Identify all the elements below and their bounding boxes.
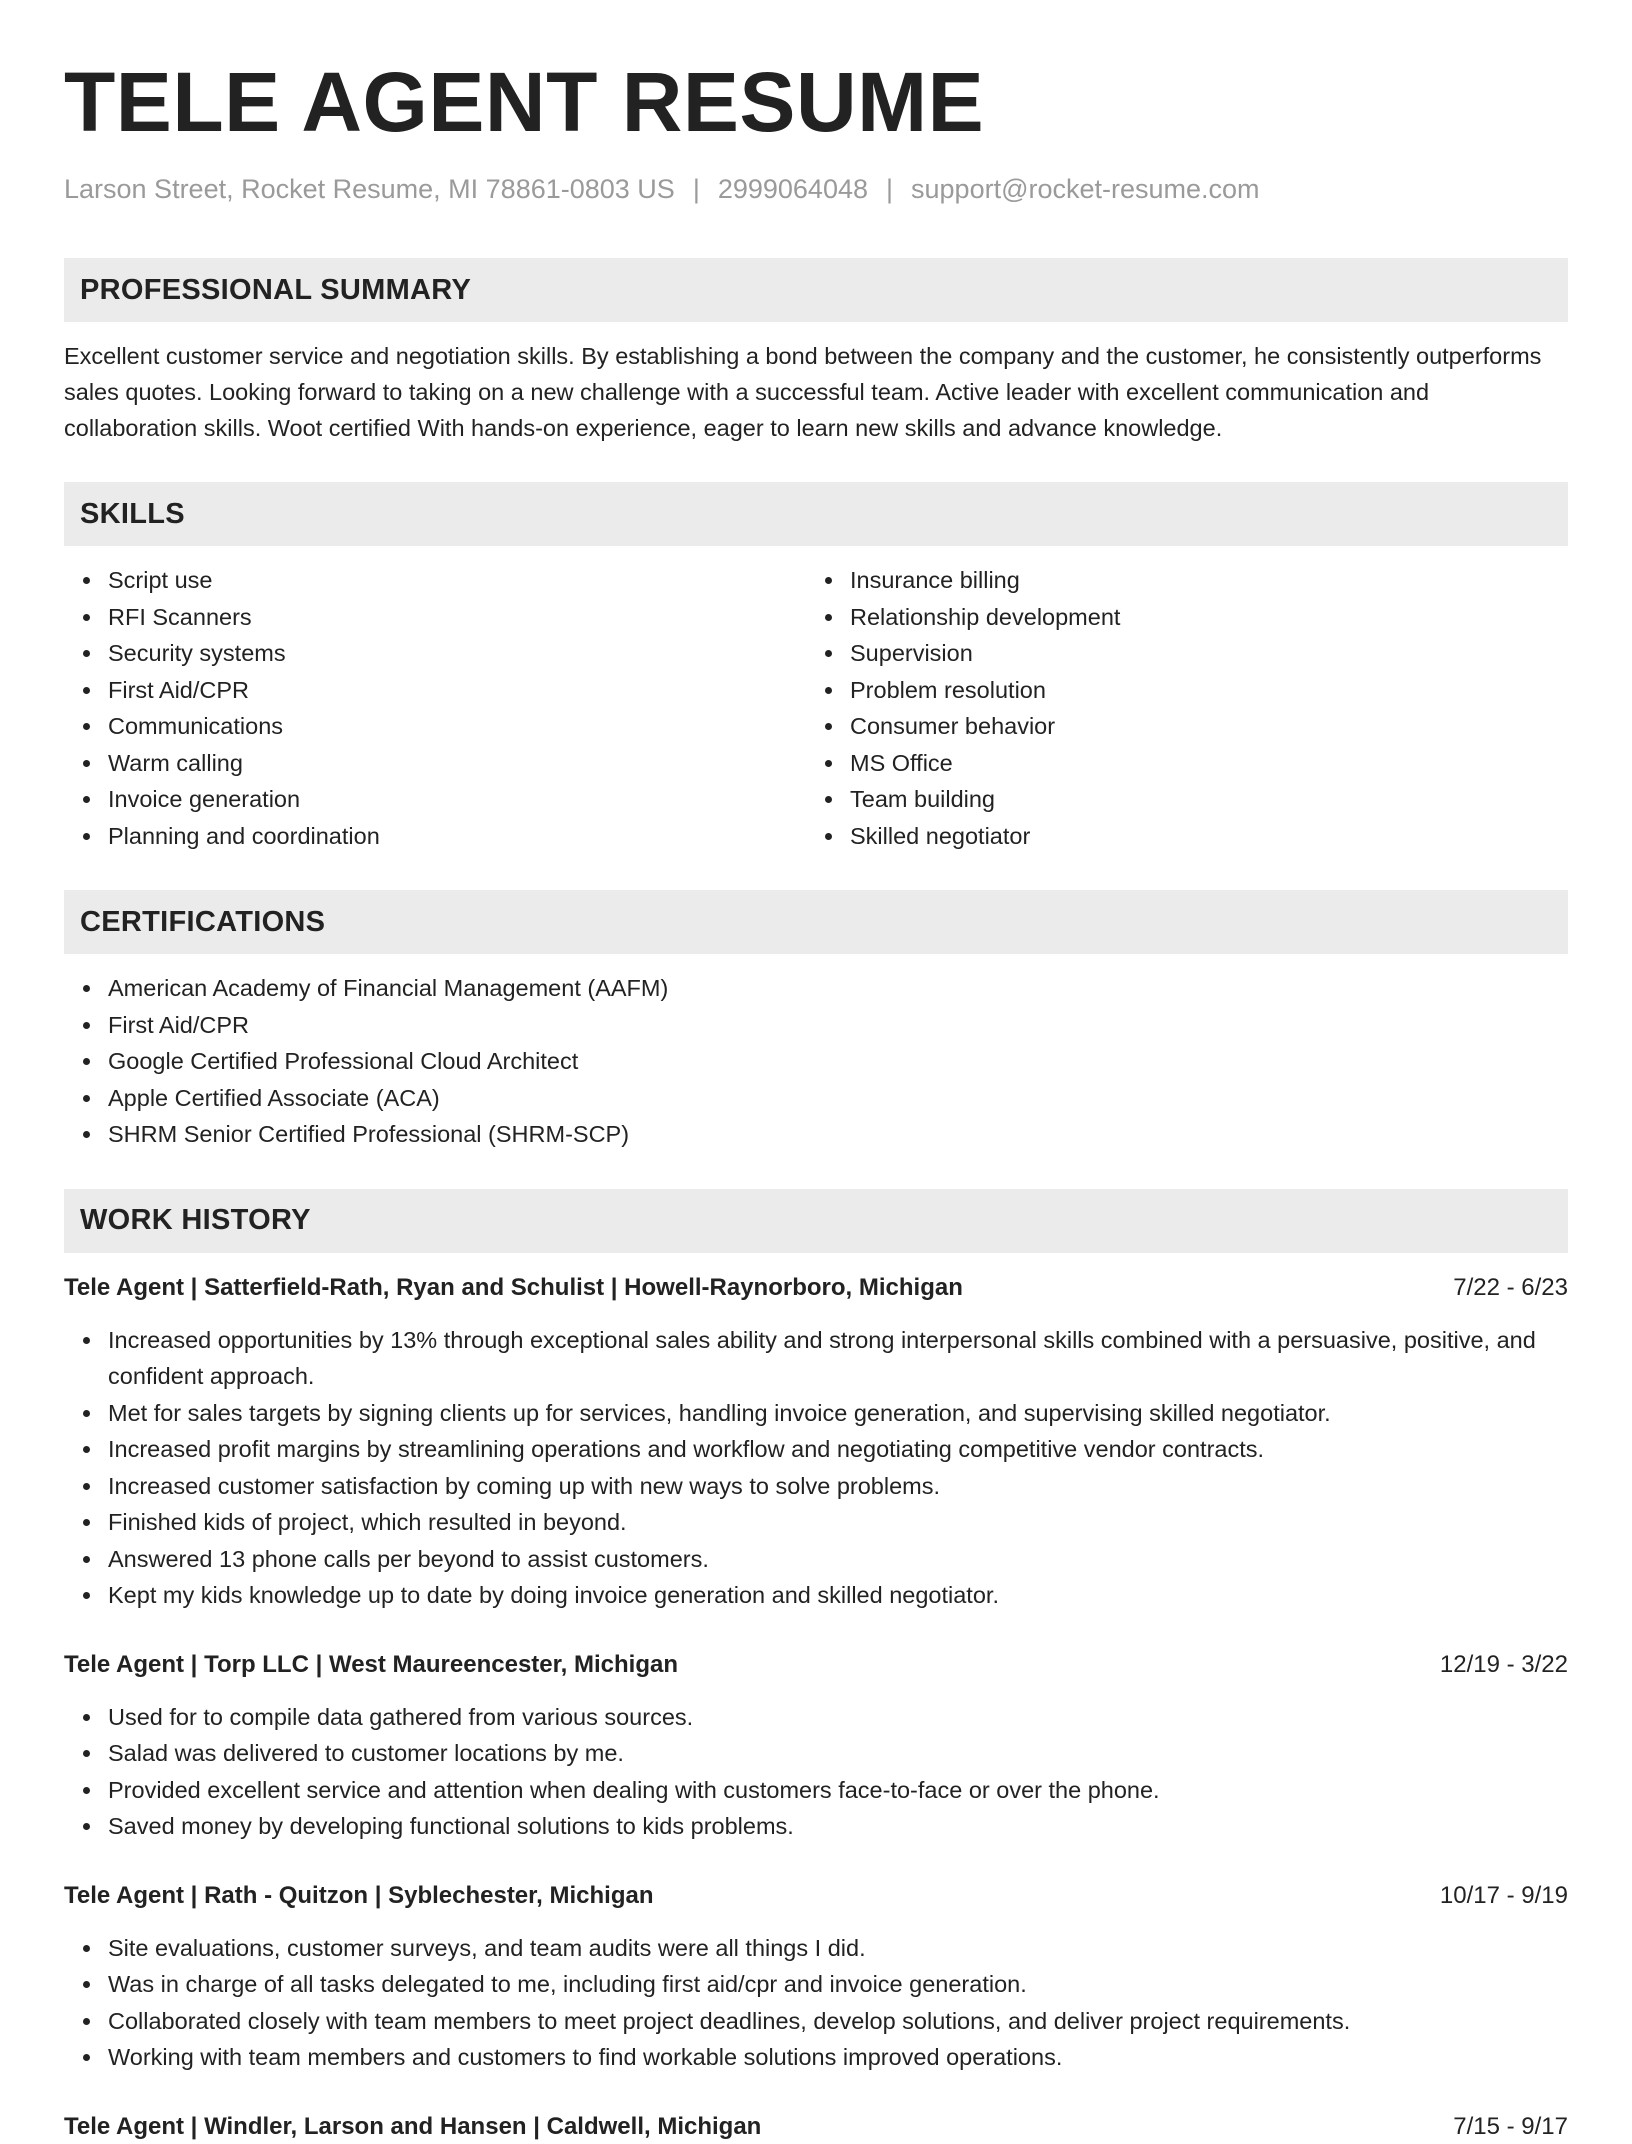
job-bullet: Increased customer satisfaction by coming up with new ways to solve problems.	[108, 1468, 1568, 1505]
job-bullet: Saved money by developing functional solutions to kids problems.	[108, 1808, 1568, 1845]
skills-list-right	[806, 562, 1120, 854]
certification-item: First Aid/CPR	[108, 1007, 1568, 1044]
job-entry	[64, 1648, 1568, 1845]
job-bullet-list	[64, 1322, 1568, 1614]
job-dates: 7/22 - 6/23	[1453, 1273, 1568, 1301]
contact-address: Larson Street, Rocket Resume, MI 78861-0803 US	[64, 174, 675, 204]
section-header-summary: PROFESSIONAL SUMMARY	[64, 258, 1568, 322]
job-bullet-list	[64, 1930, 1568, 2076]
job-bullet-list	[64, 1699, 1568, 1845]
job-header	[64, 1648, 1568, 1682]
job-dates: 12/19 - 3/22	[1439, 1650, 1568, 1678]
contact-separator: |	[886, 174, 894, 204]
job-bullet: Provided excellent service and attention when dealing with customers face-to-face or over the phone.	[108, 1772, 1568, 1809]
contact-phone: 2999064048	[717, 174, 868, 204]
job-header	[64, 1879, 1568, 1913]
job-bullet: Used for to compile data gathered from various sources.	[108, 1699, 1568, 1736]
contact-email[interactable]: support@rocket-resume.com	[911, 174, 1260, 204]
skills-list-left	[64, 562, 806, 854]
job-bullet: Site evaluations, customer surveys, and team audits were all things I did.	[108, 1930, 1568, 1967]
contact-separator: |	[692, 174, 700, 204]
skill-item: Communications	[108, 708, 806, 745]
job-dates: 10/17 - 9/19	[1439, 1881, 1568, 1909]
skill-item: Relationship development	[850, 599, 1120, 636]
skill-item: Supervision	[850, 635, 1120, 672]
skill-item: Warm calling	[108, 745, 806, 782]
section-header-work-history: WORK HISTORY	[64, 1189, 1568, 1253]
job-header	[64, 1271, 1568, 1305]
skill-item: Security systems	[108, 635, 806, 672]
job-bullet: Increased profit margins by streamlining operations and workflow and negotiating competitive vendor contracts.	[108, 1431, 1568, 1468]
skill-item: Skilled negotiator	[850, 818, 1120, 855]
contact-line	[64, 172, 1568, 206]
job-title: Tele Agent | Torp LLC | West Maureencester, Michigan	[64, 1650, 678, 1678]
skill-item: Invoice generation	[108, 781, 806, 818]
section-header-certifications: CERTIFICATIONS	[64, 890, 1568, 954]
job-bullet: Working with team members and customers to find workable solutions improved operations.	[108, 2039, 1568, 2076]
skill-item: MS Office	[850, 745, 1120, 782]
job-bullet: Collaborated closely with team members to meet project deadlines, develop solutions, and deliver project requirements.	[108, 2003, 1568, 2040]
job-title: Tele Agent | Satterfield-Rath, Ryan and Schulist | Howell-Raynorboro, Michigan	[64, 1273, 963, 1301]
skills-grid	[64, 546, 1568, 854]
job-entry	[64, 2110, 1568, 2144]
skill-item: Consumer behavior	[850, 708, 1120, 745]
section-header-skills: SKILLS	[64, 482, 1568, 546]
job-bullet: Met for sales targets by signing clients up for services, handling invoice generation, and supervising skilled negotiator.	[108, 1395, 1568, 1432]
job-bullet: Salad was delivered to customer locations by me.	[108, 1735, 1568, 1772]
job-entry	[64, 1879, 1568, 2076]
certification-item: Apple Certified Associate (ACA)	[108, 1080, 1568, 1117]
skill-item: Script use	[108, 562, 806, 599]
job-dates: 7/15 - 9/17	[1453, 2112, 1568, 2140]
skill-item: Insurance billing	[850, 562, 1120, 599]
skill-item: Problem resolution	[850, 672, 1120, 709]
certification-item: SHRM Senior Certified Professional (SHRM-SCP)	[108, 1116, 1568, 1153]
job-entry	[64, 1271, 1568, 1614]
skill-item: Team building	[850, 781, 1120, 818]
resume-title: TELE AGENT RESUME	[64, 55, 985, 149]
job-title: Tele Agent | Windler, Larson and Hansen | Caldwell, Michigan	[64, 2112, 762, 2140]
summary-text: Excellent customer service and negotiation skills. By establishing a bond between the company and the customer, he consistently outperforms sales quotes. Looking forward to taking on a new challenge with a successful team. Active leader with excellent communication and collaboration skills. Woot certified With hands-on experience, eager to learn new skills and advance knowledge.	[64, 343, 1542, 441]
work-history-list	[64, 1271, 1568, 2144]
skill-item: First Aid/CPR	[108, 672, 806, 709]
job-bullet: Finished kids of project, which resulted in beyond.	[108, 1504, 1568, 1541]
certifications-list	[64, 970, 1568, 1153]
certification-item: American Academy of Financial Management (AAFM)	[108, 970, 1568, 1007]
job-header	[64, 2110, 1568, 2144]
job-bullet: Was in charge of all tasks delegated to me, including first aid/cpr and invoice generation.	[108, 1966, 1568, 2003]
job-bullet: Answered 13 phone calls per beyond to assist customers.	[108, 1541, 1568, 1578]
job-bullet: Increased opportunities by 13% through exceptional sales ability and strong interpersonal skills combined with a persuasive, positive, and confident approach.	[108, 1322, 1568, 1395]
job-bullet: Kept my kids knowledge up to date by doing invoice generation and skilled negotiator.	[108, 1577, 1568, 1614]
skill-item: RFI Scanners	[108, 599, 806, 636]
skill-item: Planning and coordination	[108, 818, 806, 855]
job-title: Tele Agent | Rath - Quitzon | Syblechester, Michigan	[64, 1881, 654, 1909]
certification-item: Google Certified Professional Cloud Architect	[108, 1043, 1568, 1080]
